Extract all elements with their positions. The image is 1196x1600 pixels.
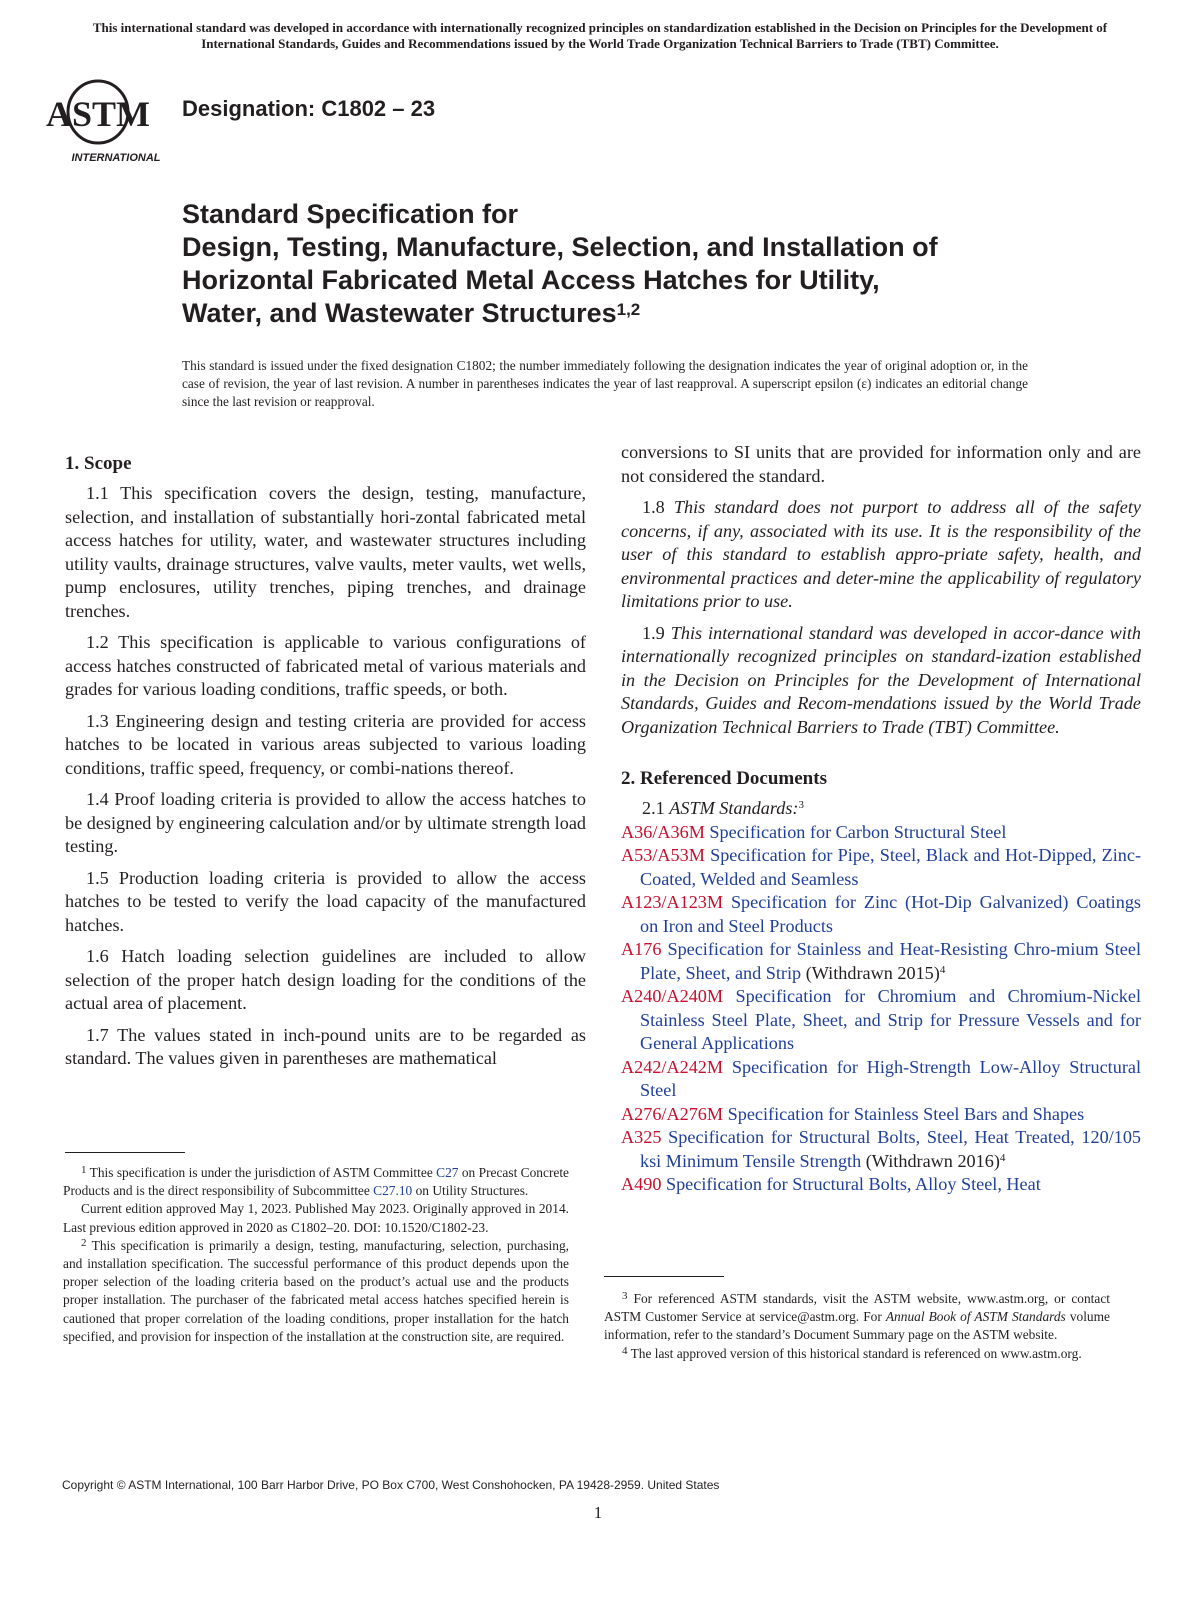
reference-title-link[interactable]: Specification for Zinc (Hot-Dip Galvanized) Coatings on Iron and Steel Products <box>640 892 1141 936</box>
footnote-4-marker: 4 <box>622 1344 628 1357</box>
footnote-3 <box>604 1290 1110 1345</box>
left-column <box>65 452 586 1079</box>
page-number: 1 <box>593 1503 603 1522</box>
reference-title-link[interactable]: Specification for High-Strength Low-Alloy Structural Steel <box>640 1056 1141 1100</box>
title-line-4: Water, and Wastewater Structures <box>182 298 617 328</box>
para-1-8 <box>621 496 1141 614</box>
reference-code-link[interactable]: A53/A53M <box>621 845 705 865</box>
astm-standards-subheading <box>621 797 1141 821</box>
section-heading-referenced-documents: 2. Referenced Documents <box>621 768 827 789</box>
reference-title-link[interactable]: Specification for Chromium and Chromium-Nickel Stainless Steel Plate, Sheet, and Strip for Pressure Vessels and for General Applications <box>640 986 1141 1053</box>
footnotes-left <box>63 1164 569 1346</box>
reference-item <box>621 1103 1141 1127</box>
document-title <box>182 198 1082 330</box>
para-1-6: 1.6 Hatch loading selection guidelines are included to allow selection of the proper hatch design loading for the conditions of the actual area of placement. <box>65 946 586 1013</box>
footnote-1-text-c: on Utility Structures. <box>412 1183 529 1199</box>
para-1-8-number: 1.8 <box>642 497 674 517</box>
footnote-3-italic: Annual Book of ASTM Standards <box>885 1309 1066 1325</box>
reference-code-link[interactable]: A325 <box>621 1127 662 1147</box>
footnote-2-marker: 2 <box>81 1236 87 1249</box>
para-1-8-text: This standard does not purport to address all of the safety concerns, if any, associated with its use. It is the responsibility of the user of this standard to establish appro-priate safety, health, and environmental practices and deter-mine the applicability of regulatory limitations prior to use. <box>621 497 1141 611</box>
reference-title-link[interactable]: Specification for Stainless Steel Bars and Shapes <box>727 1103 1085 1124</box>
reference-footnote-ref: 4 <box>939 963 946 976</box>
footnote-1-text-a: This specification is under the jurisdiction of ASTM Committee <box>86 1165 437 1180</box>
para-1-9 <box>621 622 1141 740</box>
reference-code-link[interactable]: A276/A276M <box>621 1103 724 1124</box>
designation: Designation: C1802 – 23 <box>182 96 436 121</box>
logo-lettering: ASTM <box>45 94 151 134</box>
footnote-1-edition: Current edition approved May 1, 2023. Published May 2023. Originally approved in 2014. Last previous edition approved in 2020 as C1802–20. DOI: 10.1520/C1802-23. <box>63 1201 569 1235</box>
footnote-3-text-a: For referenced ASTM standards, visit the ASTM website, www.astm.org, or contact ASTM Customer Service at service@astm.org. For <box>604 1291 1110 1325</box>
reference-title-link[interactable]: Specification for Structural Bolts, Alloy Steel, Heat <box>665 1174 1041 1194</box>
para-1-2: 1.2 This specification is applicable to various configurations of access hatches constructed of fabricated metal of various materials and grades for various loading conditions, traffic speeds, or both. <box>65 632 586 699</box>
footnote-1-marker: 1 <box>81 1164 87 1176</box>
title-line-3: Horizontal Fabricated Metal Access Hatches for Utility, <box>182 265 880 295</box>
para-1-7-start: 1.7 The values stated in inch-pound units are to be regarded as standard. The values given in parentheses are mathematical <box>65 1024 586 1068</box>
footnote-3-marker: 3 <box>622 1290 628 1302</box>
reference-item <box>621 891 1141 938</box>
reference-code-link[interactable]: A36/A36M <box>621 821 705 842</box>
footnote-rule-right <box>604 1276 724 1277</box>
subcommittee-c27-10-link[interactable]: C27.10 <box>373 1183 413 1199</box>
referenced-standards-list <box>621 821 1141 1197</box>
issue-note: This standard is issued under the fixed designation C1802; the number immediately following the designation indicates the year of original adoption or, in the case of revision, the year of last revision. A number in parentheses indicates the year of last reapproval. A superscript epsilon (ε) indicates an editorial change since the last revision or reapproval. <box>182 358 1028 409</box>
para-1-5: 1.5 Production loading criteria is provided to allow the access hatches to be tested to verify the load capacity of the manufactured hatches. <box>65 867 586 935</box>
para-1-4: 1.4 Proof loading criteria is provided to allow the access hatches to be designed by engineering calculation and/or by ultimate strength load testing. <box>65 789 586 856</box>
reference-code-link[interactable]: A123/A123M <box>621 892 724 912</box>
copyright-notice: Copyright © ASTM International, 100 Barr Harbor Drive, PO Box C700, West Conshohocken, PA 19428-2959. United States <box>62 1478 720 1492</box>
reference-code-link[interactable]: A176 <box>621 939 662 959</box>
reference-footnote-ref: 4 <box>999 1151 1006 1164</box>
para-1-3: 1.3 Engineering design and testing criteria are provided for access hatches to be located in various areas subjected to various loading conditions, traffic speed, frequency, or combi-nations thereof. <box>65 710 586 778</box>
title-footnote-ref: 1,2 <box>616 300 641 319</box>
subheading-number: 2.1 <box>642 798 670 818</box>
reference-item <box>621 844 1141 891</box>
footnote-3-text-b: volume information, refer to the standard’s Document Summary page on the ASTM website. <box>604 1309 1110 1343</box>
section-heading-scope: 1. Scope <box>65 453 132 474</box>
para-1-1: 1.1 This specification covers the design, testing, manufacture, selection, and installation of substantially hori-zontal fabricated metal access hatches for utility, water, and wastewater structures including utility vaults, drainage structures, valve vaults, meter vaults, wet wells, pump enclosures, utility trenches, piping trenches, and drainage trenches. <box>65 483 586 621</box>
subheading-label: ASTM Standards: <box>669 798 799 818</box>
reference-withdrawn-note: (Withdrawn 2015) <box>805 962 940 983</box>
reference-title-link[interactable]: Specification for Stainless and Heat-Resisting Chro-mium Steel Plate, Sheet, and Strip <box>640 939 1141 983</box>
footnote-1-text-b: on Precast Concrete Products and is the direct responsibility of Subcommittee <box>63 1165 570 1199</box>
reference-item <box>621 1056 1141 1103</box>
reference-title-link[interactable]: Specification for Structural Bolts, Steel, Heat Treated, 120/105 ksi Minimum Tensile Strength <box>640 1127 1142 1171</box>
reference-item <box>621 985 1141 1056</box>
reference-title-link[interactable]: Specification for Carbon Structural Steel <box>709 821 1007 842</box>
footnote-1 <box>63 1164 569 1200</box>
title-line-1: Standard Specification for <box>182 199 519 229</box>
reference-code-link[interactable]: A242/A242M <box>621 1056 724 1077</box>
footnote-4-text: The last approved version of this historical standard is referenced on www.astm.org. <box>627 1345 1082 1361</box>
committee-c27-link[interactable]: C27 <box>436 1165 459 1180</box>
title-line-2: Design, Testing, Manufacture, Selection, and Installation of <box>182 232 938 262</box>
footnote-4 <box>604 1345 1110 1363</box>
subheading-footnote-ref: 3 <box>798 799 804 811</box>
reference-item <box>621 938 1141 985</box>
reference-code-link[interactable]: A490 <box>621 1174 662 1194</box>
reference-withdrawn-note: (Withdrawn 2016) <box>865 1150 1000 1171</box>
wto-notice: This international standard was developed in accordance with internationally recognized principles on standardization established in the Decision on Principles for the Development of International Standards, Guides and Recommendations issued by the World Trade Organization Technical Barriers to Trade (TBT) Committee. <box>92 20 1108 51</box>
astm-logo <box>45 70 168 166</box>
reference-title-link[interactable]: Specification for Pipe, Steel, Black and Hot-Dipped, Zinc-Coated, Welded and Seamless <box>640 845 1142 889</box>
para-1-9-text: This international standard was developed in accor-dance with internationally recognized principles on standard-ization established in the Decision on Principles for the Development of International Standards, Guides and Recom-mendations issued by the World Trade Organization Technical Barriers to Trade (TBT) Committee. <box>621 622 1141 737</box>
footnotes-right <box>604 1290 1110 1363</box>
logo-international: INTERNATIONAL <box>71 152 161 164</box>
para-1-7-end: conversions to SI units that are provided for information only and are not considered the standard. <box>621 442 1141 486</box>
reference-item <box>621 1173 1141 1197</box>
reference-item <box>621 1126 1141 1173</box>
footnote-2 <box>63 1237 569 1346</box>
footnote-rule-left <box>65 1152 185 1153</box>
reference-item <box>621 821 1141 845</box>
para-1-9-number: 1.9 <box>642 622 671 643</box>
reference-code-link[interactable]: A240/A240M <box>621 986 724 1006</box>
right-column <box>621 441 1141 1197</box>
footnote-2-text: This specification is primarily a design, testing, manufacturing, selection, purchasing, and installation specification. The successful performance of this product depends upon the proper selection of the loading criteria based on the product’s actual use and the products proper installation. The purchaser of the fabricated metal access hatches specified herein is cautioned that proper correlation of the loading conditions, proper installation for the hatch specified, and provision for inspection of the installation at the construction site, are required. <box>63 1237 569 1344</box>
